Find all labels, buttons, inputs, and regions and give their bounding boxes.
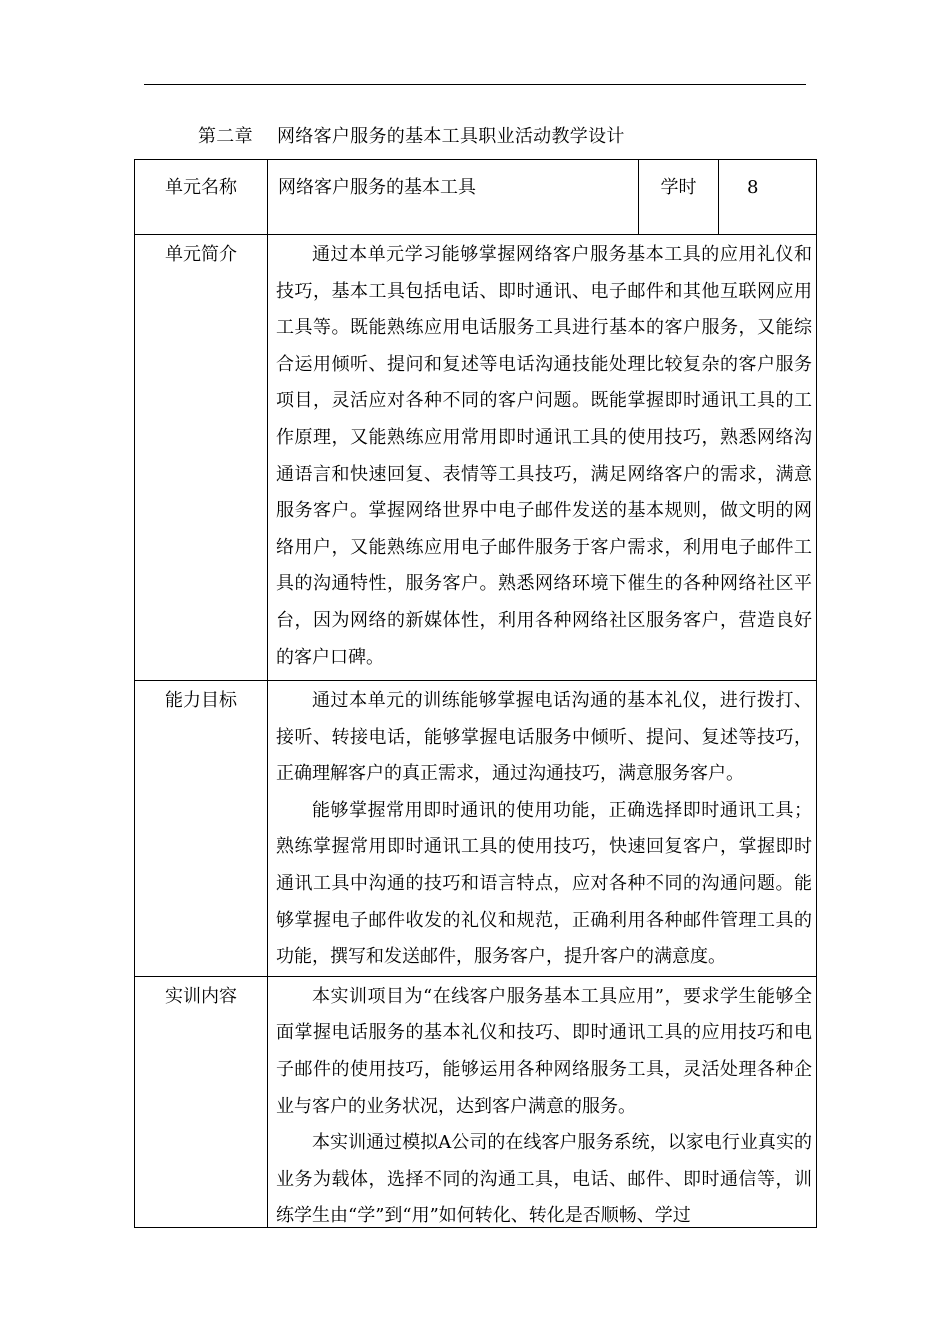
ability-goal-label: 能力目标: [135, 681, 268, 977]
hours-label: 学时: [639, 160, 719, 235]
ability-goal-content: [268, 681, 817, 977]
ability-goal-paragraph: 通过本单元的训练能够掌握电话沟通的基本礼仪，进行拨打、接听、转接电话，能够掌握电话服务中倾听、提问、复述等技巧，正确理解客户的真正需求，通过沟通技巧，满意服务客户。: [276, 690, 812, 785]
unit-name-row: [135, 160, 817, 235]
unit-name-label: 单元名称: [135, 160, 268, 235]
ability-goal-paragraph: 能够掌握常用即时通讯的使用功能，正确选择即时通讯工具；熟练掌握常用即时通讯工具的使用技巧，快速回复客户，掌握即时通讯工具中沟通的技巧和语言特点，应对各种不同的沟通问题。能够掌握电子邮件收发的礼仪和规范，正确利用各种邮件管理工具的功能，撰写和发送邮件，服务客户，提升客户的满意度。: [276, 799, 812, 968]
unit-intro-label: 单元简介: [135, 235, 268, 681]
unit-design-table: [134, 159, 817, 1228]
training-content-paragraph: 本实训项目为“在线客户服务基本工具应用”，要求学生能够全面掌握电话服务的基本礼仪和技巧、即时通讯工具的应用技巧和电子邮件的使用技巧，能够运用各种网络服务工具，灵活处理各种企业与客户的业务状况，达到客户满意的服务。: [276, 985, 812, 1117]
unit-name-value: 网络客户服务的基本工具: [268, 160, 639, 235]
ability-goal-row: [135, 681, 817, 977]
unit-intro-content: [268, 235, 817, 681]
training-content-row: [135, 976, 817, 1227]
header-rule: [144, 84, 806, 85]
unit-intro-paragraph: 通过本单元学习能够掌握网络客户服务基本工具的应用礼仪和技巧，基本工具包括电话、即时通讯、电子邮件和其他互联网应用工具等。既能熟练应用电话服务工具进行基本的客户服务，又能综合运用倾听、提问和复述等电话沟通技能处理比较复杂的客户服务项目，灵活应对各种不同的客户问题。既能掌握即时通讯工具的工作原理，又能熟练应用常用即时通讯工具的使用技巧，熟悉网络沟通语言和快速回复、表情等工具技巧，满足网络客户的需求，满意服务客户。掌握网络世界中电子邮件发送的基本规则，做文明的网络用户，又能熟练应用电子邮件服务于客户需求，利用电子邮件工具的沟通特性，服务客户。熟悉网络环境下催生的各种网络社区平台，因为网络的新媒体性，利用各种网络社区服务客户，营造良好的客户口碑。: [276, 244, 812, 668]
training-content-label: 实训内容: [135, 976, 268, 1227]
training-content-paragraph: 本实训通过模拟A公司的在线客户服务系统，以家电行业真实的业务为载体，选择不同的沟通工具，电话、邮件、即时通信等，训练学生由“学”到“用”如何转化、转化是否顺畅、学过: [276, 1132, 812, 1225]
training-content-clip: [276, 979, 812, 1225]
hours-value: 8: [719, 160, 817, 235]
chapter-title: 第二章 网络客户服务的基本工具职业活动教学设计: [198, 126, 625, 147]
training-content-content: [268, 976, 817, 1227]
unit-intro-row: [135, 235, 817, 681]
